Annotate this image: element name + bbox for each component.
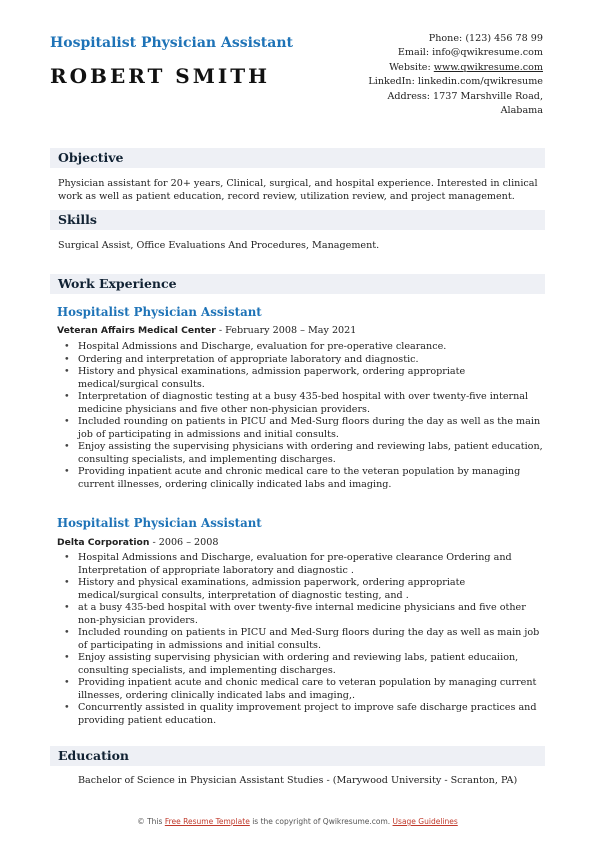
employment-dates: - February 2008 – May 2021 xyxy=(215,325,357,336)
list-item: • Hospital Admissions and Discharge, evaluation for pre-operative clearance Ordering and Interpretation of appropriate laboratory and diagnostic . xyxy=(62,552,546,577)
job-bullet-list xyxy=(62,552,546,727)
footer-prefix: © This xyxy=(137,817,165,826)
contact-block xyxy=(293,32,543,118)
list-item: • Hospital Admissions and Discharge, evaluation for pre-operative clearance. xyxy=(62,341,546,354)
job-title: Hospitalist Physician Assistant xyxy=(57,305,262,319)
list-item: • History and physical examinations, admission paperwork, ordering appropriate medical/surgical consults, interpretation of diagnostic testing, and . xyxy=(62,577,546,602)
list-item: • at a busy 435-bed hospital with over twenty-five internal medicine physicians and five other non-physician providers. xyxy=(62,602,546,627)
copyright-footer xyxy=(0,817,595,826)
contact-linkedin: LinkedIn: linkedin.com/qwikresume xyxy=(368,76,543,88)
skills-text: Surgical Assist, Office Evaluations And Procedures, Management. xyxy=(58,240,380,251)
list-item: • Concurrently assisted in quality improvement project to improve safe discharge practices and providing patient education. xyxy=(62,702,546,727)
objective-heading: Objective xyxy=(58,150,124,165)
candidate-name: ROBERT SMITH xyxy=(50,64,271,88)
job-employer-line xyxy=(57,537,218,548)
list-item: • History and physical examinations, admission paperwork, ordering appropriate medical/surgical consults. xyxy=(62,366,546,391)
employment-dates: - 2006 – 2008 xyxy=(149,537,219,548)
education-entry: Bachelor of Science in Physician Assistant Studies - (Marywood University - Scranton, PA) xyxy=(78,775,518,786)
contact-phone: Phone: (123) 456 78 99 xyxy=(428,33,543,44)
job-title: Hospitalist Physician Assistant xyxy=(57,516,262,530)
education-section-header xyxy=(50,746,545,766)
list-item: • Ordering and interpretation of appropriate laboratory and diagnostic. xyxy=(62,354,546,367)
usage-guidelines-link[interactable]: Usage Guidelines xyxy=(392,817,458,826)
contact-address-line2: Alabama xyxy=(500,105,543,117)
job-bullet-list xyxy=(62,341,546,491)
header-job-title: Hospitalist Physician Assistant xyxy=(50,35,293,51)
list-item: • Enjoy assisting the supervising physicians with ordering and reviewing labs, patient education, consulting specialists, and implementing discharges. xyxy=(62,441,546,466)
objective-text: Physician assistant for 20+ years, Clinical, surgical, and hospital experience. Interested in clinical work as well as patient education, record review, utilization review, and project management. xyxy=(58,178,538,202)
footer-middle: is the copyright of Qwikresume.com. xyxy=(249,817,393,826)
list-item: • Included rounding on patients in PICU and Med-Surg floors during the day as well as the main job of participating in admissions and initial consults. xyxy=(62,416,546,441)
work-experience-heading: Work Experience xyxy=(58,276,177,291)
list-item: • Enjoy assisting supervising physician with ordering and reviewing labs, patient educaiion, consulting specialists, and implementing discharges. xyxy=(62,652,546,677)
employer-name: Delta Corporation xyxy=(57,537,150,548)
list-item: • Included rounding on patients in PICU and Med-Surg floors during the day as well as main job of participating in admissions and initial consults. xyxy=(62,627,546,652)
work-experience-section-header xyxy=(50,274,545,294)
objective-section-header xyxy=(50,148,545,168)
free-resume-template-link[interactable]: Free Resume Template xyxy=(164,817,250,826)
skills-heading: Skills xyxy=(58,212,97,227)
contact-address: Address: 1737 Marshville Road, xyxy=(387,90,543,102)
job-employer-line xyxy=(57,325,356,336)
website-link[interactable]: www.qwikresume.com xyxy=(433,61,543,73)
education-heading: Education xyxy=(58,748,130,763)
skills-section-header xyxy=(50,210,545,230)
contact-website-label: Website: xyxy=(389,61,434,73)
list-item: • Providing inpatient acute and chronic medical care to the veteran population by managing current illnesses, ordering clinically indicated labs and imaging. xyxy=(62,466,546,491)
employer-name: Veteran Affairs Medical Center xyxy=(57,325,216,336)
contact-website xyxy=(293,61,543,75)
contact-email: Email: info@qwikresume.com xyxy=(397,47,543,59)
list-item: • Interpretation of diagnostic testing at a busy 435-bed hospital with over twenty-five internal medicine physicians and five other non-physician providers. xyxy=(62,391,546,416)
list-item: • Providing inpatient acute and chonic medical care to veteran population by managing current illnesses, ordering clinically indicated labs and imaging,. xyxy=(62,677,546,702)
